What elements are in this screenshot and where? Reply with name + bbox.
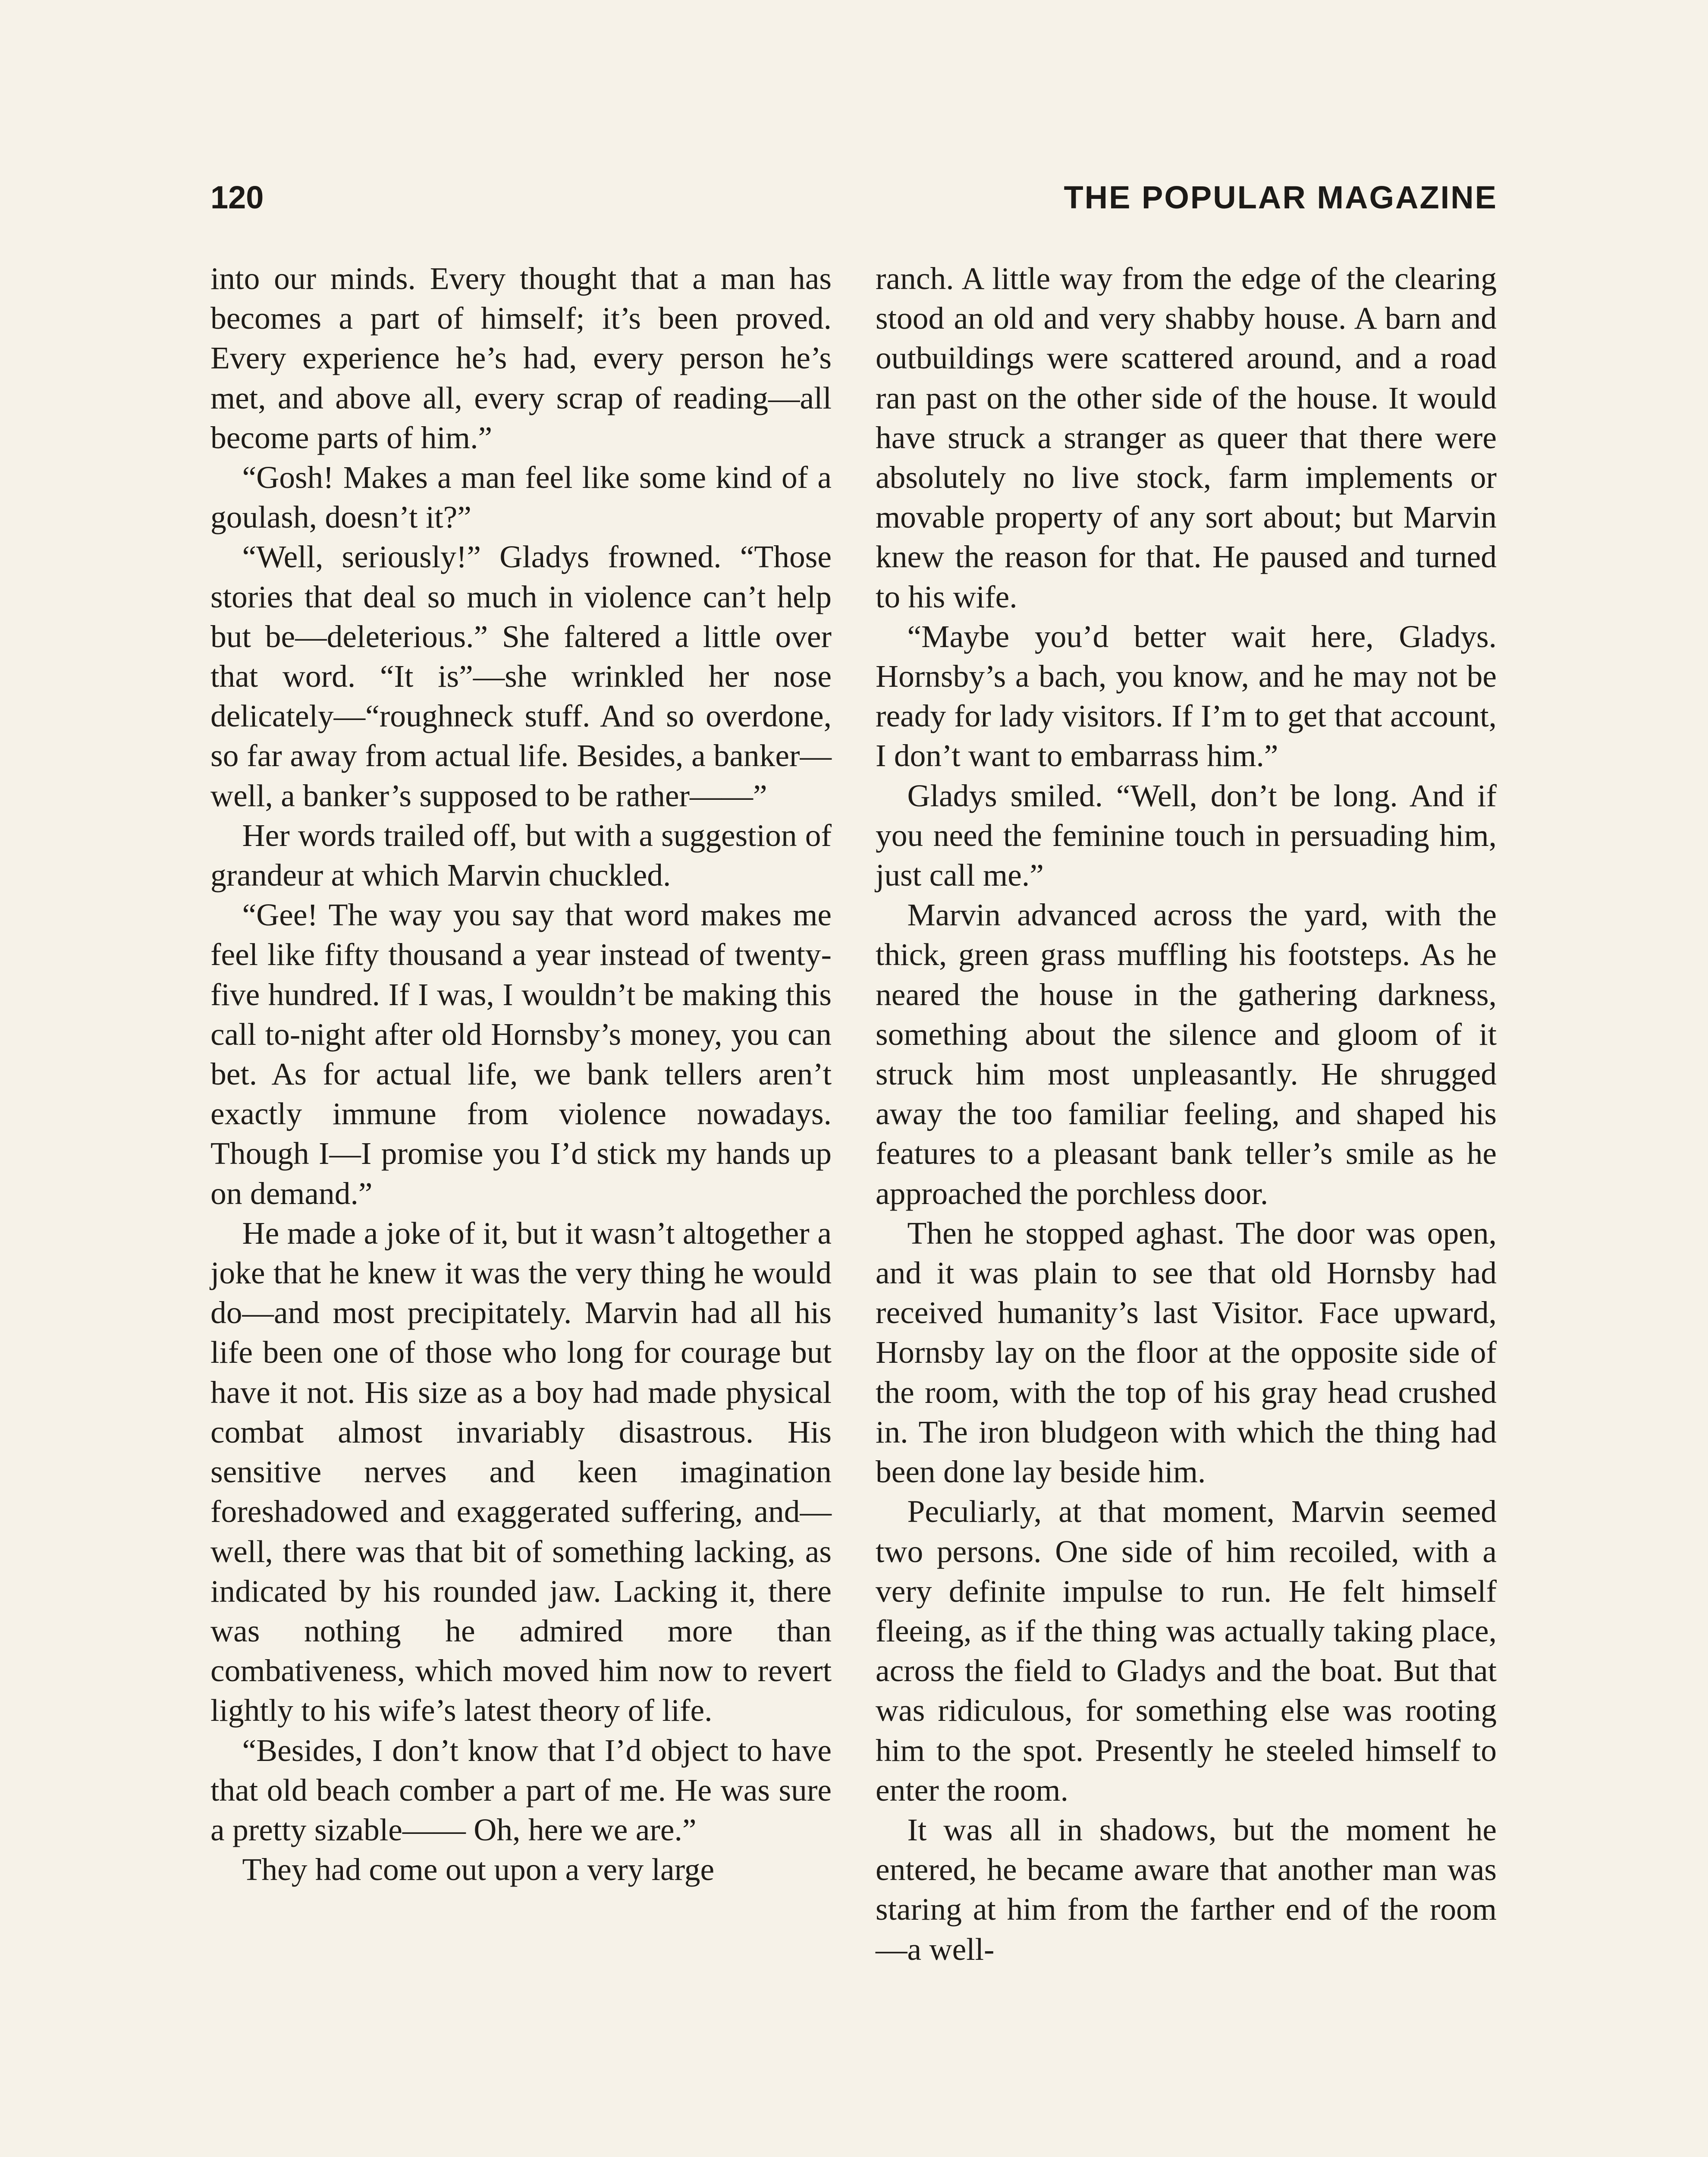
paragraph: Her words trailed off, but with a suggestion of grandeur at which Marvin chuckled. [210, 818, 832, 893]
right-column [876, 259, 1497, 1969]
paragraph: Then he stopped aghast. The door was open, and it was plain to see that old Hornsby had received humanity’s last Visitor. Face upward, Hornsby lay on the floor at the opposite side of the room, with the top of his gray head crushed in. The iron bludgeon with which the thing had been done lay beside him. [876, 1215, 1497, 1490]
paragraph: Gladys smiled. “Well, don’t be long. And if you need the feminine touch in persuading him, just call me.” [876, 778, 1497, 893]
paragraph: into our minds. Every thought that a man has becomes a part of himself; it’s been proved. Every experience he’s had, every person he’s met, and above all, every scrap of reading—all become parts of him.” [210, 261, 832, 455]
paragraph: Peculiarly, at that moment, Marvin seemed two persons. One side of him recoiled, with a very definite impulse to run. He felt himself fleeing, as if the thing was actually taking place, across the field to Gladys and the boat. But that was ridiculous, for something else was rooting him to the spot. Presently he steeled himself to enter the room. [876, 1494, 1497, 1808]
page-header [210, 179, 1498, 226]
paragraph: He made a joke of it, but it wasn’t altogether a joke that he knew it was the very thing he would do—and most precipitately. Marvin had all his life been one of those who long for courage but have it not. His size as a boy had made physical combat almost invariably disastrous. His sensitive nerves and keen imagination foreshadowed and exaggerated suffering, and—well, there was that bit of something lacking, as indicated by his rounded jaw. Lacking it, there was nothing he admired more than combativeness, which moved him now to revert lightly to his wife’s latest theory of life. [210, 1215, 832, 1728]
paragraph: They had come out upon a very large [242, 1852, 715, 1887]
paragraph: “Maybe you’d better wait here, Gladys. Hornsby’s a bach, you know, and he may not be ready for lady visitors. If I’m to get that account, I don’t want to embarrass him.” [876, 619, 1497, 774]
paragraph: Marvin advanced across the yard, with the thick, green grass muffling his footsteps. As he neared the house in the gathering darkness, something about the silence and gloom of it struck him most unpleasantly. He shrugged away the too familiar feeling, and shaped his features to a pleasant bank teller’s smile as he approached the porchless door. [876, 897, 1497, 1211]
running-head-title: THE POPULAR MAGAZINE [1064, 179, 1498, 215]
paragraph: ranch. A little way from the edge of the clearing stood an old and very shabby house. A barn and outbuildings were scattered around, and a road ran past on the other side of the house. It would have struck a stranger as queer that there were absolutely no live stock, farm implements or movable property of any sort about; but Marvin knew the reason for that. He paused and turned to his wife. [876, 261, 1497, 614]
paragraph: It was all in shadows, but the moment he entered, he became aware that another man was staring at him from the farther end of the room—a well- [876, 1812, 1497, 1967]
left-column [210, 259, 832, 1890]
paragraph: “Well, seriously!” Gladys frowned. “Those stories that deal so much in violence can’t help but be—deleterious.” She faltered a little over that word. “It is”—she wrinkled her nose delicately—“roughneck stuff. And so overdone, so far away from actual life. Besides, a banker—well, a banker’s supposed to be rather——” [210, 539, 832, 813]
page-number: 120 [210, 179, 264, 215]
paragraph: “Gee! The way you say that word makes me feel like fifty thousand a year instead of twenty-five hundred. If I was, I wouldn’t be making this call to-night after old Hornsby’s money, you can bet. As for actual life, we bank tellers aren’t exactly immune from violence nowadays. Though I—I promise you I’d stick my hands up on demand.” [210, 897, 832, 1211]
paragraph: “Gosh! Makes a man feel like some kind of a goulash, doesn’t it?” [210, 460, 832, 535]
paragraph: “Besides, I don’t know that I’d object to have that old beach comber a part of me. He was sure a pretty sizable—— Oh, here we are.” [210, 1733, 832, 1847]
